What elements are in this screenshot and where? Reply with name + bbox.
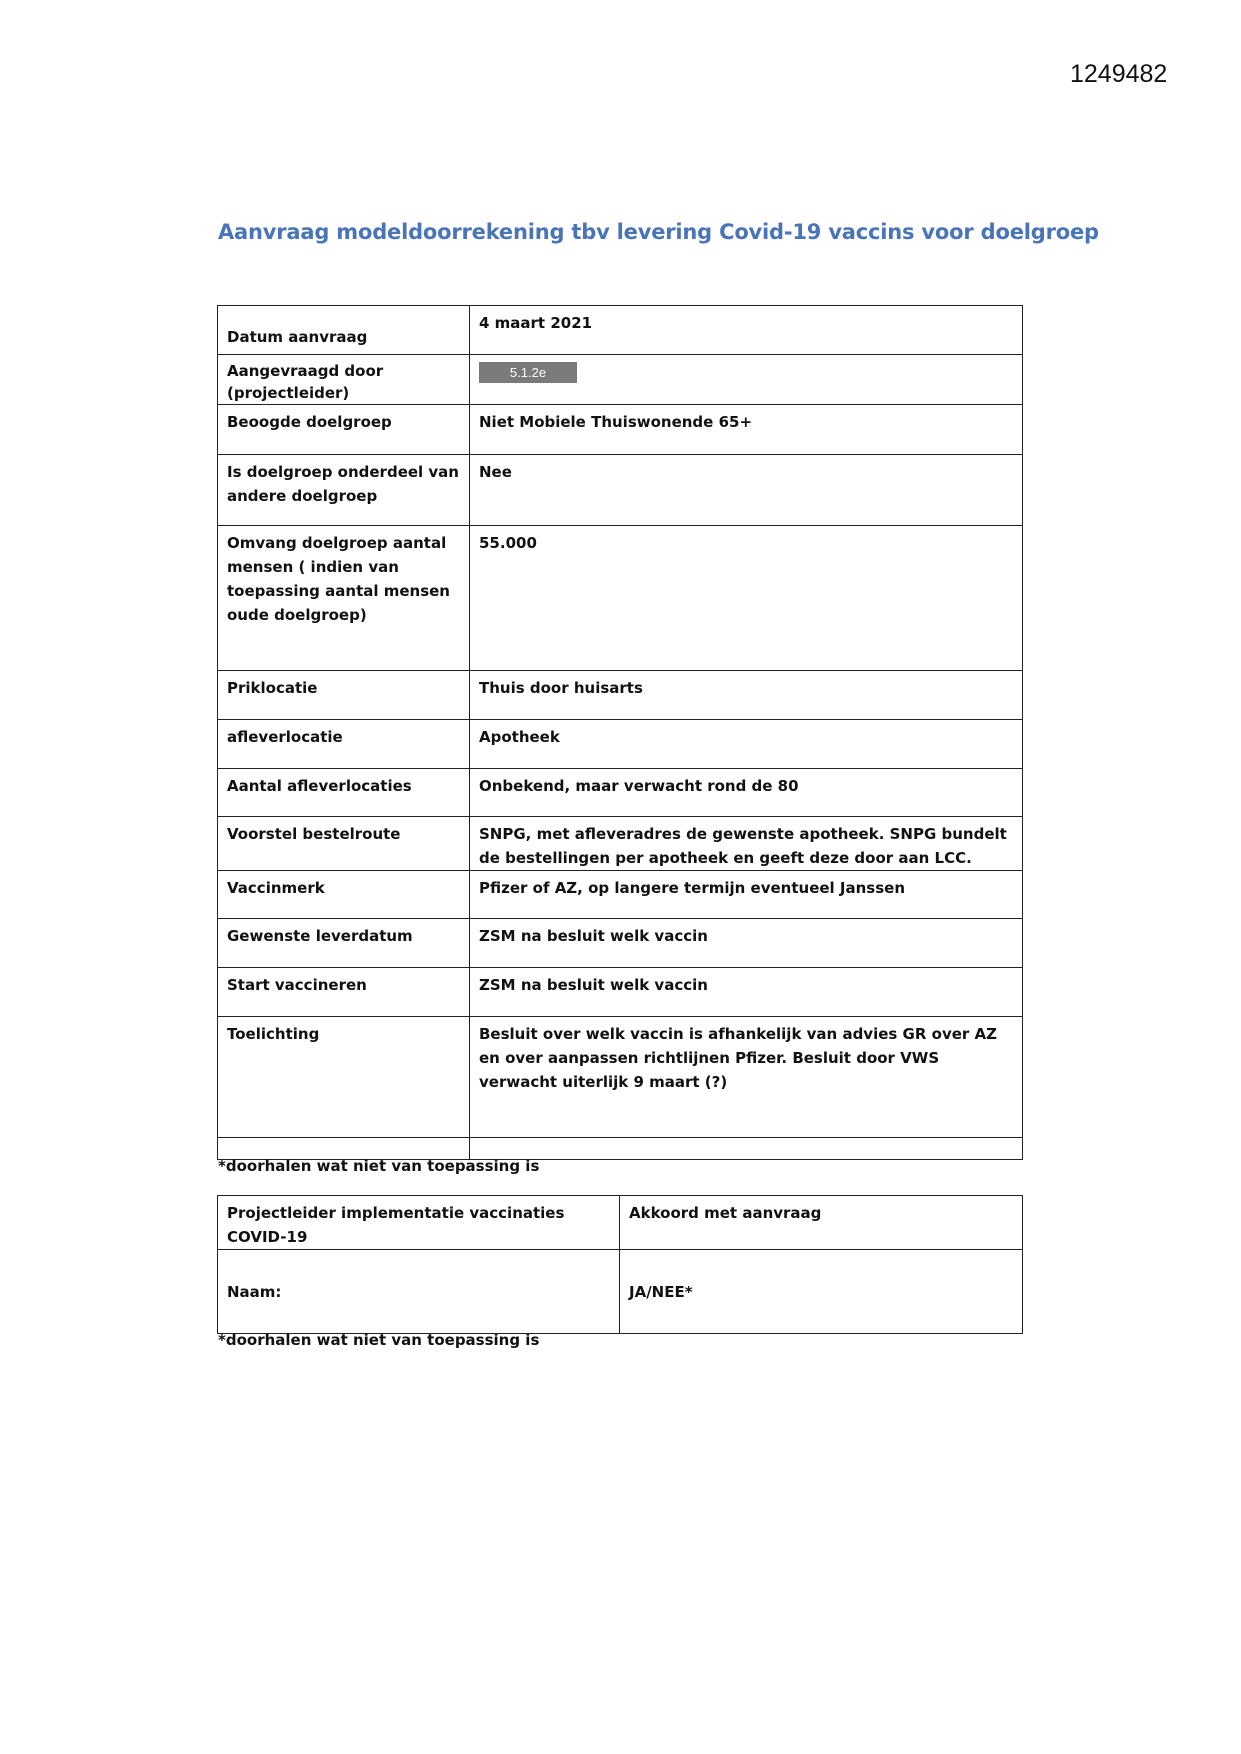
table-row [218,405,1023,455]
row-value [470,355,1023,405]
row-label: Gewenste leverdatum [218,919,470,968]
table-row [218,1196,1023,1250]
row-value: ZSM na besluit welk vaccin [470,919,1023,968]
row-value: Niet Mobiele Thuiswonende 65+ [470,405,1023,455]
table-row [218,769,1023,817]
redaction-block: 5.1.2e [479,362,577,383]
row-label: Omvang doelgroep aantal mensen ( indien van toepassing aantal mensen oude doelgroep) [218,526,470,671]
approval-table [217,1195,1023,1334]
footnote: *doorhalen wat niet van toepassing is [218,1157,540,1175]
row-label: Voorstel bestelroute [218,817,470,871]
row-value: Nee [470,455,1023,526]
row-label-text: Aangevraagd door (projectleider) [227,362,384,402]
table-row [218,455,1023,526]
row-label: afleverlocatie [218,720,470,769]
row-label: Vaccinmerk [218,871,470,919]
approval-header-right: Akkoord met aanvraag [620,1196,1023,1250]
row-value: 4 maart 2021 [470,306,1023,355]
row-label: Is doelgroep onderdeel van andere doelgroep [218,455,470,526]
row-label: Datum aanvraag [218,306,470,355]
row-label: Aantal afleverlocaties [218,769,470,817]
row-value: Pfizer of AZ, op langere termijn eventueel Janssen [470,871,1023,919]
row-value: Apotheek [470,720,1023,769]
row-value: ZSM na besluit welk vaccin [470,968,1023,1017]
page-title: Aanvraag modeldoorrekening tbv levering Covid-19 vaccins voor doelgroep [218,220,1099,244]
table-row [218,817,1023,871]
table-row [218,671,1023,720]
request-table [217,305,1023,1160]
table-row [218,871,1023,919]
row-label: Toelichting [218,1017,470,1138]
document-id: 1249482 [1070,60,1168,88]
row-label: Priklocatie [218,671,470,720]
footnote: *doorhalen wat niet van toepassing is [218,1331,540,1349]
row-value: SNPG, met afleveradres de gewenste apotheek. SNPG bundelt de bestellingen per apotheek en geeft deze door aan LCC. [470,817,1023,871]
table-row [218,1250,1023,1334]
table-row [218,1017,1023,1138]
row-value: 55.000 [470,526,1023,671]
table-row [218,919,1023,968]
approval-choice: JA/NEE* [620,1250,1023,1334]
row-label: Start vaccineren [218,968,470,1017]
table-row [218,526,1023,671]
approval-header-left: Projectleider implementatie vaccinaties COVID-19 [218,1196,620,1250]
row-label [218,355,470,405]
table-row [218,968,1023,1017]
row-value: Onbekend, maar verwacht rond de 80 [470,769,1023,817]
row-value: Thuis door huisarts [470,671,1023,720]
name-label: Naam: [218,1250,620,1334]
table-row [218,720,1023,769]
row-value: Besluit over welk vaccin is afhankelijk van advies GR over AZ en over aanpassen richtlijnen Pfizer. Besluit door VWS verwacht uiterlijk 9 maart (?) [470,1017,1023,1138]
empty-cell [470,1138,1023,1160]
table-row [218,355,1023,405]
row-label: Beoogde doelgroep [218,405,470,455]
table-row [218,306,1023,355]
